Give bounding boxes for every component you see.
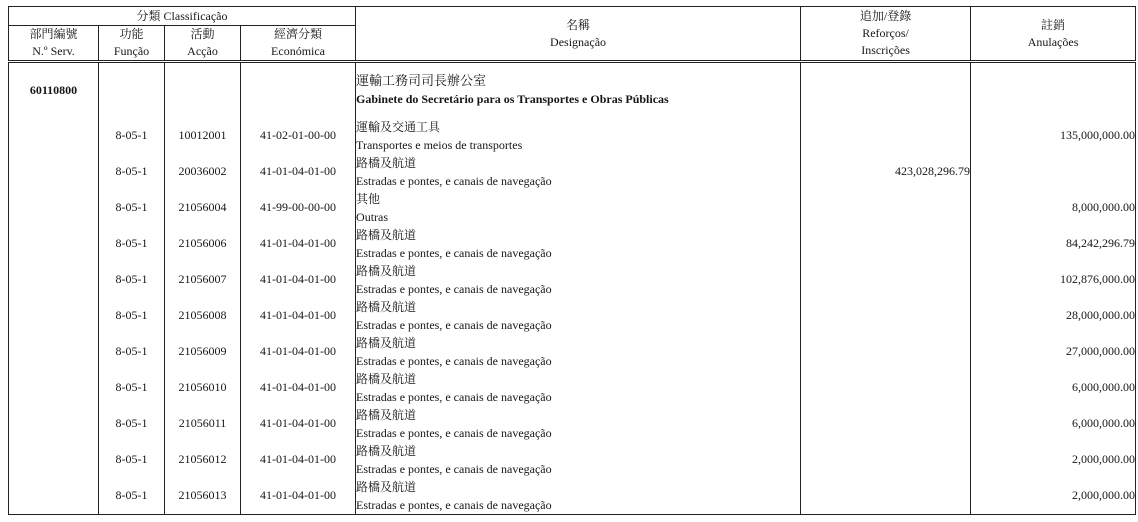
row-economica: 41-01-04-01-00 bbox=[241, 370, 356, 406]
row-economica bbox=[241, 62, 356, 118]
row-designacao bbox=[356, 118, 801, 154]
row-serv bbox=[9, 478, 99, 515]
row-funcao: 8-05-1 bbox=[99, 118, 165, 154]
anulacoes-header-pt: Anulações bbox=[1027, 34, 1079, 49]
table-row bbox=[9, 442, 1136, 478]
row-reforcos: 423,028,296.79 bbox=[801, 154, 971, 190]
row-reforcos bbox=[801, 442, 971, 478]
table-body bbox=[9, 62, 1136, 515]
economica-header-pt: Económica bbox=[271, 44, 326, 58]
reforcos-header-pt2: Inscrições bbox=[861, 43, 910, 57]
designacao-header-pt: Designação bbox=[550, 34, 607, 49]
row-serv bbox=[9, 226, 99, 262]
row-reforcos bbox=[801, 226, 971, 262]
classification-header: 分類 Classificação bbox=[9, 7, 356, 26]
row-accao: 10012001 bbox=[165, 118, 241, 154]
funcao-header bbox=[99, 26, 165, 62]
row-anulacoes: 84,242,296.79 bbox=[971, 226, 1136, 262]
designacao-zh: 路橋及航道 bbox=[356, 299, 417, 314]
row-economica: 41-02-01-00-00 bbox=[241, 118, 356, 154]
row-reforcos bbox=[801, 190, 971, 226]
row-accao: 21056007 bbox=[165, 262, 241, 298]
budget-table bbox=[8, 6, 1136, 515]
accao-header bbox=[165, 26, 241, 62]
designacao-pt: Estradas e pontes, e canais de navegação bbox=[356, 425, 552, 440]
designacao-zh: 路橋及航道 bbox=[356, 407, 417, 422]
row-economica: 41-01-04-01-00 bbox=[241, 262, 356, 298]
table-row bbox=[9, 190, 1136, 226]
row-reforcos bbox=[801, 478, 971, 515]
row-funcao: 8-05-1 bbox=[99, 154, 165, 190]
designacao-zh: 路橋及航道 bbox=[356, 155, 417, 170]
row-economica: 41-01-04-01-00 bbox=[241, 334, 356, 370]
serv-header-zh: 部門編號 bbox=[29, 27, 78, 41]
row-serv bbox=[9, 298, 99, 334]
row-economica: 41-99-00-00-00 bbox=[241, 190, 356, 226]
reforcos-header-pt1: Reforços/ bbox=[862, 26, 909, 40]
funcao-header-zh: 功能 bbox=[119, 27, 144, 41]
row-designacao bbox=[356, 190, 801, 226]
anulacoes-header-zh: 註銷 bbox=[1041, 17, 1066, 32]
row-accao: 21056013 bbox=[165, 478, 241, 515]
row-economica: 41-01-04-01-00 bbox=[241, 442, 356, 478]
row-designacao bbox=[356, 478, 801, 515]
row-anulacoes: 8,000,000.00 bbox=[971, 190, 1136, 226]
designacao-header-zh: 名稱 bbox=[566, 17, 591, 32]
row-economica: 41-01-04-01-00 bbox=[241, 298, 356, 334]
designacao-pt: Estradas e pontes, e canais de navegação bbox=[356, 461, 552, 476]
serv-header-pt: N.º Serv. bbox=[32, 44, 75, 58]
row-designacao bbox=[356, 370, 801, 406]
row-anulacoes bbox=[971, 154, 1136, 190]
department-row bbox=[9, 62, 1136, 118]
row-reforcos bbox=[801, 334, 971, 370]
row-economica: 41-01-04-01-00 bbox=[241, 226, 356, 262]
department-name-pt: Gabinete do Secretário para os Transportes e Obras Públicas bbox=[356, 92, 669, 107]
row-funcao: 8-05-1 bbox=[99, 334, 165, 370]
designacao-zh: 路橋及航道 bbox=[356, 479, 417, 494]
economica-header-zh: 經濟分類 bbox=[274, 27, 323, 41]
table-row bbox=[9, 262, 1136, 298]
designacao-zh: 路橋及航道 bbox=[356, 227, 417, 242]
row-anulacoes: 2,000,000.00 bbox=[971, 478, 1136, 515]
row-designacao bbox=[356, 226, 801, 262]
row-accao: 21056006 bbox=[165, 226, 241, 262]
accao-header-pt: Acção bbox=[187, 44, 218, 58]
designacao-pt: Estradas e pontes, e canais de navegação bbox=[356, 281, 552, 296]
department-name-zh: 運輸工務司司長辦公室 bbox=[356, 73, 487, 89]
row-reforcos bbox=[801, 118, 971, 154]
row-reforcos bbox=[801, 298, 971, 334]
row-reforcos bbox=[801, 262, 971, 298]
row-accao bbox=[165, 62, 241, 118]
row-accao: 20036002 bbox=[165, 154, 241, 190]
row-funcao: 8-05-1 bbox=[99, 478, 165, 515]
row-designacao bbox=[356, 406, 801, 442]
serv-header bbox=[9, 26, 99, 62]
row-designacao bbox=[356, 154, 801, 190]
row-funcao: 8-05-1 bbox=[99, 442, 165, 478]
designacao-pt: Estradas e pontes, e canais de navegação bbox=[356, 353, 552, 368]
row-serv bbox=[9, 190, 99, 226]
designacao-pt: Outras bbox=[356, 209, 389, 224]
row-funcao: 8-05-1 bbox=[99, 190, 165, 226]
row-serv bbox=[9, 406, 99, 442]
reforcos-header-zh: 追加/登錄 bbox=[859, 9, 912, 23]
row-reforcos bbox=[801, 62, 971, 118]
row-serv bbox=[9, 262, 99, 298]
department-code: 60110800 bbox=[9, 62, 99, 118]
accao-header-zh: 活動 bbox=[190, 27, 215, 41]
department-designacao bbox=[356, 62, 801, 118]
row-economica: 41-01-04-01-00 bbox=[241, 154, 356, 190]
row-anulacoes: 27,000,000.00 bbox=[971, 334, 1136, 370]
row-serv bbox=[9, 154, 99, 190]
table-row bbox=[9, 298, 1136, 334]
designacao-pt: Estradas e pontes, e canais de navegação bbox=[356, 389, 552, 404]
designacao-zh: 路橋及航道 bbox=[356, 443, 417, 458]
designacao-zh: 其他 bbox=[356, 191, 381, 206]
designacao-pt: Estradas e pontes, e canais de navegação bbox=[356, 317, 552, 332]
designacao-pt: Estradas e pontes, e canais de navegação bbox=[356, 497, 552, 512]
designacao-zh: 路橋及航道 bbox=[356, 335, 417, 350]
row-reforcos bbox=[801, 370, 971, 406]
table-row bbox=[9, 334, 1136, 370]
designacao-pt: Transportes e meios de transportes bbox=[356, 137, 523, 152]
row-accao: 21056009 bbox=[165, 334, 241, 370]
row-serv bbox=[9, 334, 99, 370]
designacao-zh: 運輸及交通工具 bbox=[356, 119, 441, 134]
row-serv bbox=[9, 442, 99, 478]
anulacoes-header bbox=[971, 7, 1136, 62]
designacao-header bbox=[356, 7, 801, 62]
row-funcao: 8-05-1 bbox=[99, 370, 165, 406]
row-accao: 21056011 bbox=[165, 406, 241, 442]
row-funcao bbox=[99, 62, 165, 118]
row-accao: 21056008 bbox=[165, 298, 241, 334]
row-reforcos bbox=[801, 406, 971, 442]
table-row bbox=[9, 226, 1136, 262]
row-funcao: 8-05-1 bbox=[99, 298, 165, 334]
row-designacao bbox=[356, 298, 801, 334]
row-serv bbox=[9, 370, 99, 406]
row-funcao: 8-05-1 bbox=[99, 262, 165, 298]
designacao-zh: 路橋及航道 bbox=[356, 263, 417, 278]
table-row bbox=[9, 406, 1136, 442]
row-accao: 21056010 bbox=[165, 370, 241, 406]
table-header bbox=[9, 7, 1136, 62]
funcao-header-pt: Função bbox=[113, 44, 150, 58]
reforcos-header bbox=[801, 7, 971, 62]
row-economica: 41-01-04-01-00 bbox=[241, 478, 356, 515]
designacao-pt: Estradas e pontes, e canais de navegação bbox=[356, 173, 552, 188]
row-funcao: 8-05-1 bbox=[99, 226, 165, 262]
row-designacao bbox=[356, 442, 801, 478]
row-anulacoes: 2,000,000.00 bbox=[971, 442, 1136, 478]
row-anulacoes bbox=[971, 62, 1136, 118]
row-funcao: 8-05-1 bbox=[99, 406, 165, 442]
row-serv bbox=[9, 118, 99, 154]
row-anulacoes: 6,000,000.00 bbox=[971, 406, 1136, 442]
row-accao: 21056012 bbox=[165, 442, 241, 478]
table-row bbox=[9, 478, 1136, 515]
table-row bbox=[9, 118, 1136, 154]
row-anulacoes: 6,000,000.00 bbox=[971, 370, 1136, 406]
row-anulacoes: 135,000,000.00 bbox=[971, 118, 1136, 154]
row-economica: 41-01-04-01-00 bbox=[241, 406, 356, 442]
row-designacao bbox=[356, 262, 801, 298]
designacao-zh: 路橋及航道 bbox=[356, 371, 417, 386]
row-anulacoes: 28,000,000.00 bbox=[971, 298, 1136, 334]
row-accao: 21056004 bbox=[165, 190, 241, 226]
table-row bbox=[9, 154, 1136, 190]
economica-header bbox=[241, 26, 356, 62]
row-designacao bbox=[356, 334, 801, 370]
designacao-pt: Estradas e pontes, e canais de navegação bbox=[356, 245, 552, 260]
table-row bbox=[9, 370, 1136, 406]
row-anulacoes: 102,876,000.00 bbox=[971, 262, 1136, 298]
